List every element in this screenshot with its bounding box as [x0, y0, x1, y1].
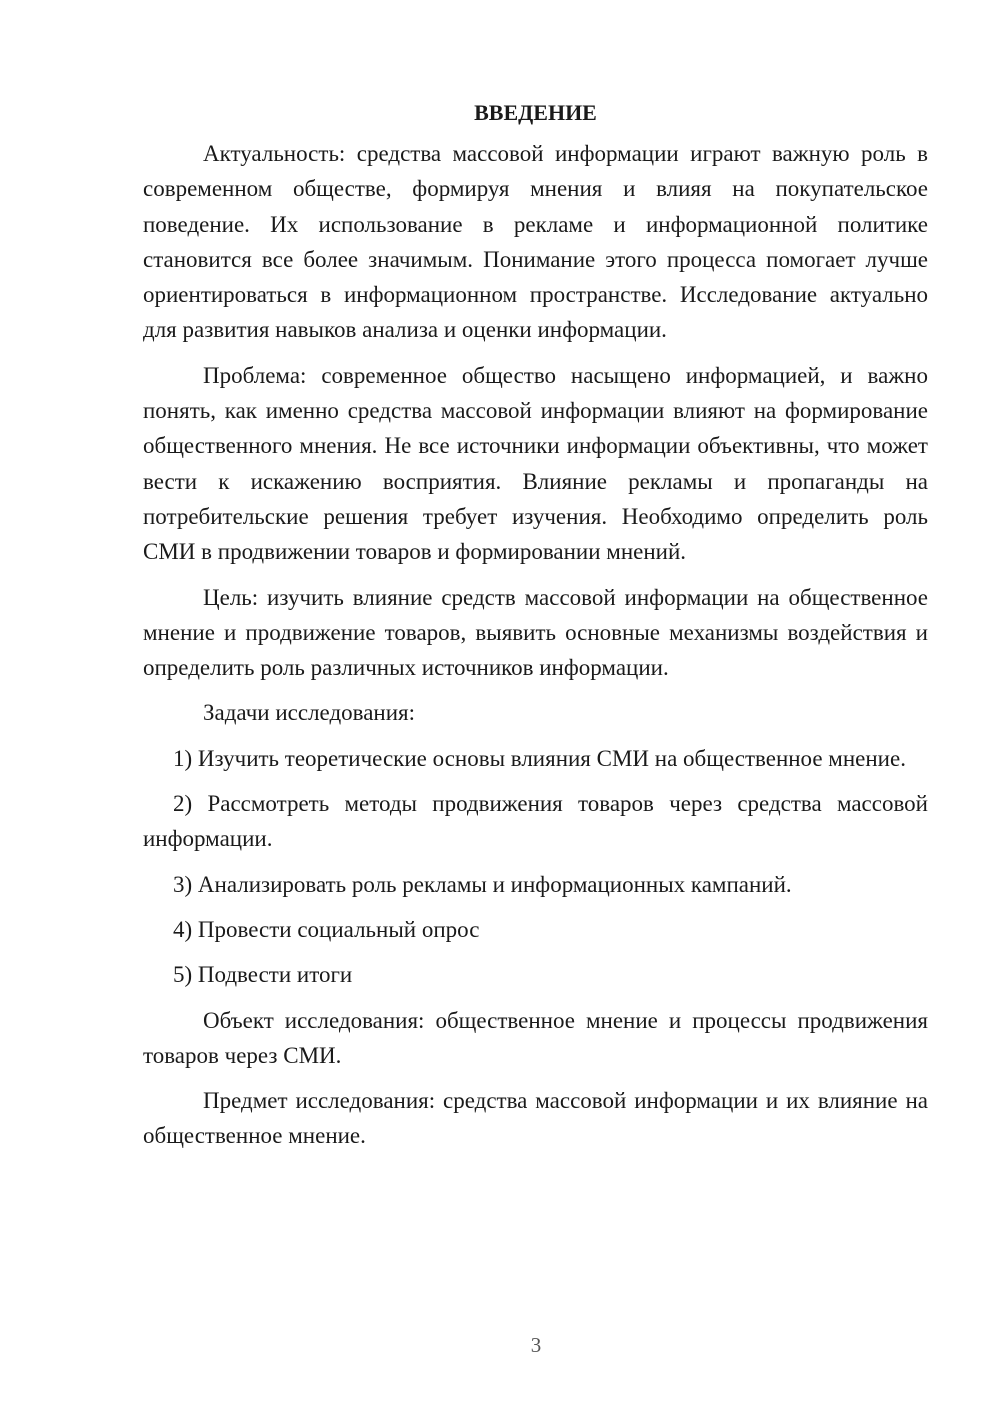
paragraph-object: Объект исследования: общественное мнение и процессы продвижения товаров через СМИ. [143, 1007, 928, 1068]
task-item-3: 3) Анализировать роль рекламы и информационных кампаний. [173, 871, 792, 897]
tasks-heading: Задачи исследования: [203, 700, 416, 726]
paragraph-goal: Цель: изучить влияние средств массовой информации на общественное мнение и продвижение товаров, выявить основные механизмы воздействия и определить роль различных источников информации. [143, 584, 928, 681]
page-content [143, 95, 928, 1164]
section-title: ВВЕДЕНИЕ [474, 100, 597, 125]
page-number: 3 [530, 1333, 542, 1357]
task-item-1: 1) Изучить теоретические основы влияния СМИ на общественное мнение. [173, 745, 906, 771]
paragraph-problem: Проблема: современное общество насыщено информацией, и важно понять, как именно средства массовой информации влияют на формирование общественного мнения. Не все источники информации объективны, что может вести к искажению восприятия. Влияние рекламы и пропаганды на потребительские решения требует изучения. Необходимо определить роль СМИ в продвижении товаров и формировании мнений. [143, 362, 928, 565]
paragraph-relevance: Актуальность: средства массовой информации играют важную роль в современном обществе, формируя мнения и влияя на покупательское поведение. Их использование в рекламе и информационной политике становится все более значимым. Понимание этого процесса помогает лучше ориентироваться в информационном пространстве. Исследование актуально для развития навыков анализа и оценки информации. [143, 141, 928, 343]
task-item-5: 5) Подвести итоги [173, 962, 353, 988]
task-item-4: 4) Провести социальный опрос [173, 916, 480, 942]
task-item-2: 2) Рассмотреть методы продвижения товаров через средства массовой информации. [143, 791, 928, 852]
paragraph-subject: Предмет исследования: средства массовой информации и их влияние на общественное мнение. [143, 1088, 928, 1149]
